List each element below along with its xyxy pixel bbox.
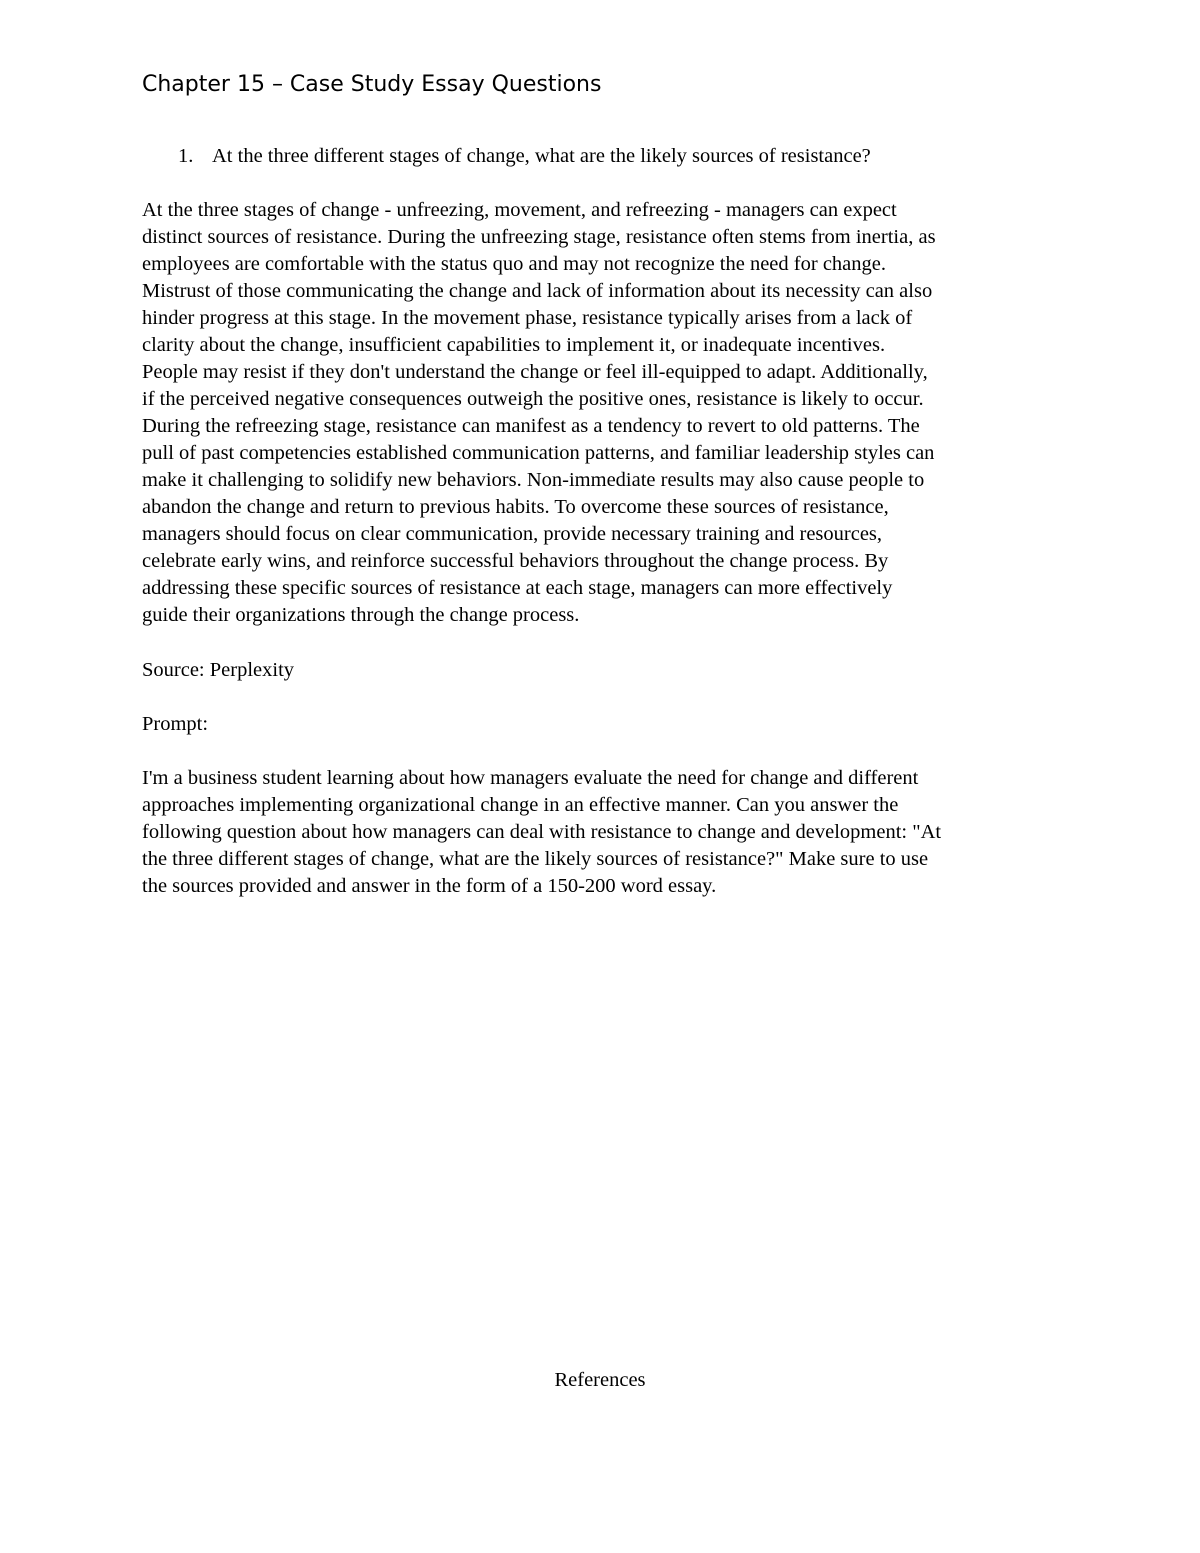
question-item xyxy=(178,143,871,170)
prompt-line: the sources provided and answer in the form of a 150-200 word essay. xyxy=(142,875,717,897)
question-number: 1. xyxy=(178,145,194,167)
prompt-label: Prompt: xyxy=(142,713,209,735)
answer-line: addressing these specific sources of resistance at each stage, managers can more effectively xyxy=(142,577,893,599)
answer-paragraph xyxy=(142,197,1072,629)
answer-line: managers should focus on clear communication, provide necessary training and resources, xyxy=(142,523,883,545)
answer-line: if the perceived negative consequences outweigh the positive ones, resistance is likely to occur. xyxy=(142,388,924,410)
answer-line: abandon the change and return to previous habits. To overcome these sources of resistance, xyxy=(142,496,889,518)
answer-line: People may resist if they don't understand the change or feel ill-equipped to adapt. Additionally, xyxy=(142,361,928,383)
prompt-line: following question about how managers can deal with resistance to change and development: "At xyxy=(142,821,942,843)
prompt-line: the three different stages of change, what are the likely sources of resistance?" Make sure to use xyxy=(142,848,929,870)
source-line: Source: Perplexity xyxy=(142,659,295,681)
answer-line: pull of past competencies established communication patterns, and familiar leadership styles can xyxy=(142,442,935,464)
answer-line: clarity about the change, insufficient capabilities to implement it, or inadequate incentives. xyxy=(142,334,886,356)
answer-line: During the refreezing stage, resistance can manifest as a tendency to revert to old patterns. The xyxy=(142,415,920,437)
answer-line: celebrate early wins, and reinforce successful behaviors throughout the change process. By xyxy=(142,550,889,572)
prompt-paragraph xyxy=(142,765,1072,900)
document-title: Chapter 15 – Case Study Essay Questions xyxy=(142,72,602,97)
references-heading: References xyxy=(554,1369,646,1391)
answer-line: hinder progress at this stage. In the movement phase, resistance typically arises from a lack of xyxy=(142,307,913,329)
answer-line: make it challenging to solidify new behaviors. Non-immediate results may also cause people to xyxy=(142,469,925,491)
answer-line: At the three stages of change - unfreezing, movement, and refreezing - managers can expect xyxy=(142,199,897,221)
prompt-line: I'm a business student learning about how managers evaluate the need for change and different xyxy=(142,767,919,789)
question-text: At the three different stages of change, what are the likely sources of resistance? xyxy=(212,145,871,167)
prompt-line: approaches implementing organizational change in an effective manner. Can you answer the xyxy=(142,794,899,816)
answer-line: guide their organizations through the change process. xyxy=(142,604,580,626)
answer-line: distinct sources of resistance. During the unfreezing stage, resistance often stems from inertia, as xyxy=(142,226,936,248)
answer-line: Mistrust of those communicating the change and lack of information about its necessity can also xyxy=(142,280,933,302)
answer-line: employees are comfortable with the status quo and may not recognize the need for change. xyxy=(142,253,886,275)
